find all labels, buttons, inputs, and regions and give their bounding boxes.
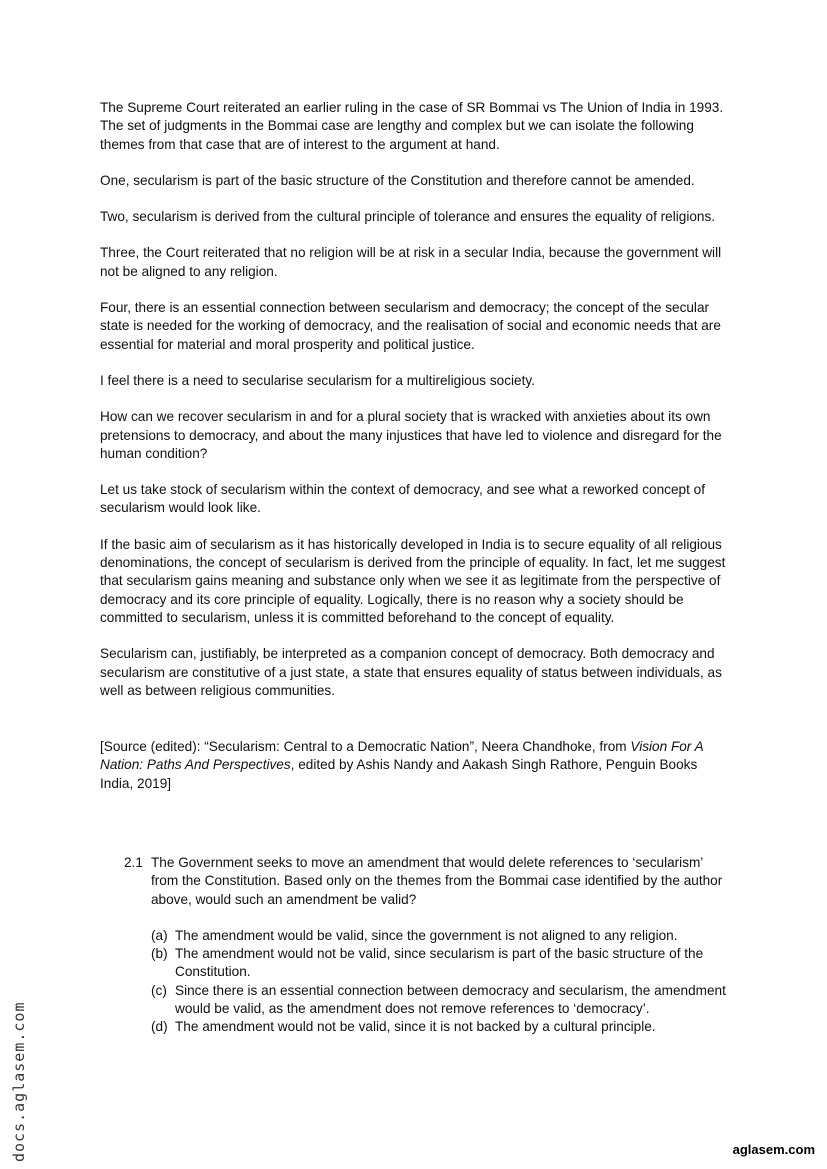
paragraph: Two, secularism is derived from the cultural principle of tolerance and ensures the equality of religions.: [100, 209, 716, 225]
question-stem: [124, 854, 730, 909]
question-number: 2.1: [124, 855, 143, 870]
paragraph: Four, there is an essential connection between secularism and democracy; the concept of the secular state is needed for the working of democracy, and the realisation of social and economic needs that are essential for material and moral prosperity and political justice.: [100, 300, 721, 352]
paragraph: How can we recover secularism in and for a plural society that is wracked with anxieties about its own pretensions to democracy, and about the many injustices that have led to violence and disregard for the human condition?: [100, 409, 722, 461]
option-b: [151, 945, 730, 982]
paragraph: If the basic aim of secularism as it has historically developed in India is to secure equality of all religious denominations, the concept of secularism is derived from the principle of equality. In fact, let me suggest that secularism gains meaning and substance only when we see it as legitimate from the perspective of democracy and its core principle of equality. Logically, there is no reason why a society should be committed to secularism, unless it is committed beforehand to the concept of equality.: [100, 536, 726, 625]
source-suffix: , edited by Ashis Nandy and Aakash Singh Rathore, Penguin Books India, 2019]: [100, 757, 698, 791]
option-text: The amendment would be valid, since the government is not aligned to any religion.: [175, 927, 678, 943]
side-watermark: docs.aglasem.com: [10, 1001, 28, 1162]
source-title: Vision For A Nation: Paths And Perspectives: [100, 739, 704, 773]
option-label: (c): [151, 982, 167, 998]
paragraph: Let us take stock of secularism within the context of democracy, and see what a reworked concept of secularism would look like.: [100, 482, 705, 516]
passage: [100, 99, 730, 811]
option-c: [151, 982, 730, 1019]
option-label: (a): [151, 927, 168, 943]
paragraph: One, secularism is part of the basic structure of the Constitution and therefore cannot be amended.: [100, 172, 695, 188]
paragraph: The Supreme Court reiterated an earlier ruling in the case of SR Bommai vs The Union of India in 1993. The set of judgments in the Bommai case are lengthy and complex but we can isolate the following themes from that case that are of interest to the argument at hand.: [100, 100, 724, 152]
source-citation: [100, 738, 730, 793]
paragraph: Secularism can, justifiably, be interpreted as a companion concept of democracy. Both democracy and secularism are constitutive of a just state, a state that ensures equality of status between individuals, as well as between religious communities.: [100, 646, 722, 698]
option-text: The amendment would not be valid, since secularism is part of the basic structure of the Constitution.: [175, 946, 704, 980]
option-a: [151, 927, 730, 945]
answer-options: [151, 927, 730, 1037]
option-label: (b): [151, 946, 168, 962]
corner-watermark: aglasem.com: [732, 1142, 815, 1157]
option-label: (d): [151, 1019, 168, 1035]
source-prefix: [Source (edited): “Secularism: Central to a Democratic Nation”, Neera Chandhoke, from: [100, 739, 631, 755]
option-d: [151, 1018, 730, 1036]
question-text: The Government seeks to move an amendment that would delete references to ‘secularism’ from the Constitution. Based only on the themes from the Bommai case identified by the author above, would such an amendment be valid?: [151, 855, 723, 907]
option-text: Since there is an essential connection between democracy and secularism, the amendment would be valid, as the amendment does not remove references to ‘democracy’.: [175, 982, 726, 1017]
paragraph: Three, the Court reiterated that no religion will be at risk in a secular India, because the government will not be aligned to any religion.: [100, 245, 722, 279]
option-text: The amendment would not be valid, since it is not backed by a cultural principle.: [175, 1019, 656, 1035]
question-2-1: [124, 854, 730, 1037]
paragraph: I feel there is a need to secularise secularism for a multireligious society.: [100, 372, 535, 388]
